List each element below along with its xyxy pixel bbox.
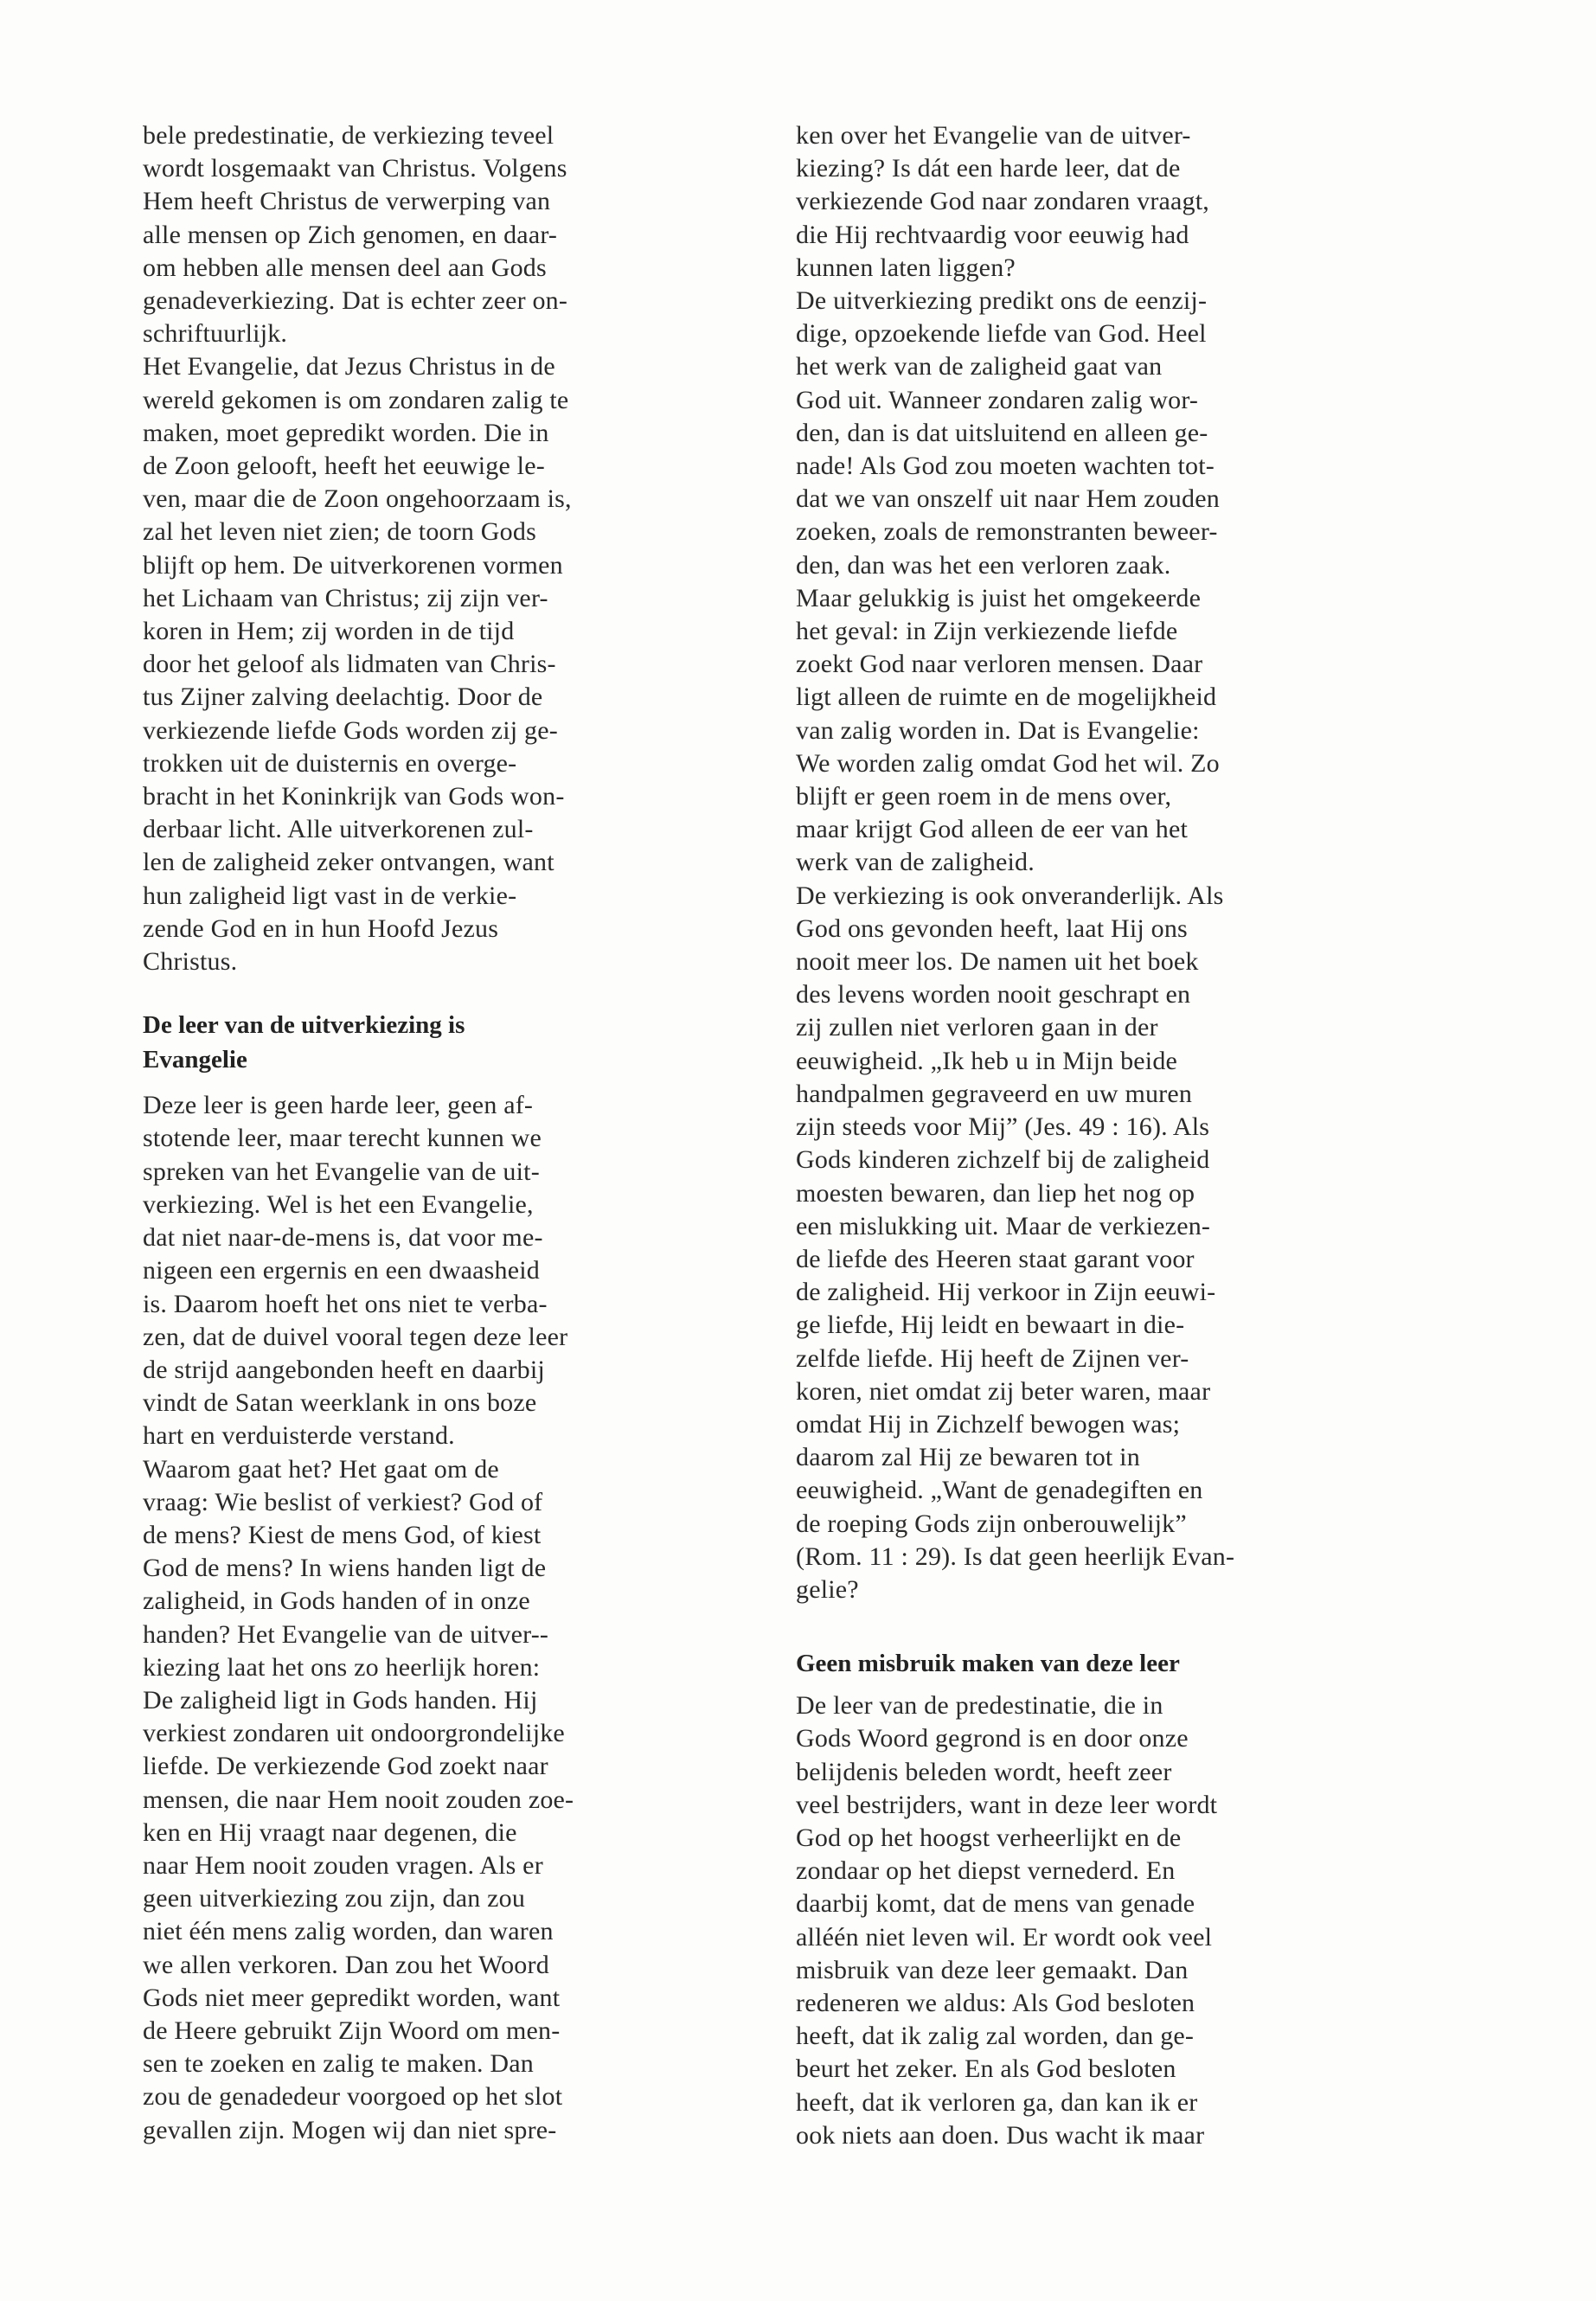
paragraph: De uitverkiezing predikt ons de eenzij- dige, opzoekende liefde van God. Heel het werk van de zaligheid gaat van God uit. Wanneer zondaren zalig wor- den, dan is dat uitsluitend en alleen ge- nade! Als God zou moeten wachten tot- dat we van onszelf uit naar Hem zouden zoeken, zoals de remonstranten beweer- den, dan was het een verloren zaak. Maar gelukkig is juist het omgekeerde het geval: in Zijn verkiezende liefde zoekt God naar verloren mensen. Daar ligt alleen de ruimte en de mogelijkheid van zalig worden in. Dat is Evangelie: We worden zalig omdat God het wil. Zo blijft er geen roem in de mens over, maar krijgt God alleen de eer van het werk van de zaligheid. <box>796 286 1220 877</box>
left-column <box>143 119 757 2147</box>
paragraph: bele predestinatie, de verkiezing teveel wordt losgemaakt van Christus. Volgens Hem heeft Christus de verwerping van alle mensen op Zich genomen, en daar- om hebben alle mensen deel aan Gods genadeverkiezing. Dat is echter zeer on- schriftuurlijk. <box>143 121 568 349</box>
paragraph: Waarom gaat het? Het gaat om de vraag: Wie beslist of verkiest? God of de mens? Kiest de mens God, of kiest God de mens? In wiens handen ligt de zaligheid, in Gods handen of in onze handen? Het Evangelie van de uitver-- kiezing laat het ons zo heerlijk horen: De zaligheid ligt in Gods handen. Hij verkiest zondaren uit ondoorgrondelijke liefde. De verkiezende God zoekt naar mensen, die naar Hem nooit zouden zoe- ken en Hij vraagt naar degenen, die naar Hem nooit zouden vragen. Als er geen uitverkiezing zou zijn, dan zou niet één mens zalig worden, dan waren we allen verkoren. Dan zou het Woord Gods niet meer gepredikt worden, want de Heere gebruikt Zijn Woord om men- sen te zoeken en zalig te maken. Dan zou de genadedeur voorgoed op het slot gevallen zijn. Mogen wij dan niet spre- <box>143 1454 574 2144</box>
paragraph: De leer van de predestinatie, die in Gods Woord gegrond is en door onze belijdenis beleden wordt, heeft zeer veel bestrijders, want in deze leer wordt God op het hoogst verheerlijkt en de zondaar op het diepst vernederd. En daarbij komt, dat de mens van genade alléén niet leven wil. Er wordt ook veel misbruik van deze leer gemaakt. Dan redeneren we aldus: Als God besloten heeft, dat ik zalig zal worden, dan ge- beurt het zeker. En als God besloten heeft, dat ik verloren ga, dan kan ik er ook niets aan doen. Dus wacht ik maar <box>796 1691 1218 2150</box>
paragraph: De verkiezing is ook onveranderlijk. Als God ons gevonden heeft, laat Hij ons nooit meer los. De namen uit het boek des levens worden nooit geschrapt en zij zullen niet verloren gaan in der eeuwigheid. „Ik heb u in Mijn beide handpalmen gegraveerd en uw muren zijn steeds voor Mij” (Jes. 49 : 16). Als Gods kinderen zichzelf bij de zaligheid moesten bewaren, dan liep het nog op een mislukking uit. Maar de verkiezen- de liefde des Heeren staat garant voor de zaligheid. Hij verkoor in Zijn eeuwi- ge liefde, Hij leidt en bewaart in die- zelfde liefde. Hij heeft de Zijnen ver- koren, niet omdat zij beter waren, maar omdat Hij in Zichzelf bewogen was; daarom zal Hij ze bewaren tot in eeuwigheid. „Want de genadegiften en de roeping Gods zijn onberouwelijk” (Rom. 11 : 29). Is dat geen heerlijk Evan- gelie? <box>796 881 1235 1604</box>
paragraph: ken over het Evangelie van de uitver- kiezing? Is dát een harde leer, dat de verkiezende God naar zondaren vraagt, die Hij rechtvaardig voor eeuwig had kunnen laten liggen? <box>796 121 1209 282</box>
paragraph: Deze leer is geen harde leer, geen af- stotende leer, maar terecht kunnen we spreken van het Evangelie van de uit- verkiezing. Wel is het een Evangelie, dat niet naar-de-mens is, dat voor me- nigeen een ergernis en een dwaasheid is. Daarom hoeft het ons niet te verba- zen, dat de duivel vooral tegen deze leer de strijd aangebonden heeft en daarbij vindt de Satan weerklank in ons boze hart en verduisterde verstand. <box>143 1091 568 1451</box>
section-heading: De leer van de uitverkiezing is Evangelie <box>143 1011 465 1074</box>
paragraph: Het Evangelie, dat Jezus Christus in de wereld gekomen is om zondaren zalig te maken, moet gepredikt worden. Die in de Zoon gelooft, heeft het eeuwige le- ven, maar die de Zoon ongehoorzaam is, zal het leven niet zien; de toorn Gods blijft op hem. De uitverkorenen vormen het Lichaam van Christus; zij zijn ver- koren in Hem; zij worden in de tijd door het geloof als lidmaten van Chris- tus Zijner zalving deelachtig. Door de verkiezende liefde Gods worden zij ge- trokken uit de duisternis en overge- bracht in het Koninkrijk van Gods won- derbaar licht. Alle uitverkorenen zul- len de zaligheid zeker ontvangen, want hun zaligheid ligt vast in de verkie- zende God en in hun Hoofd Jezus Christus. <box>143 352 572 977</box>
right-column <box>796 119 1410 2152</box>
section-heading: Geen misbruik maken van deze leer <box>796 1650 1180 1678</box>
